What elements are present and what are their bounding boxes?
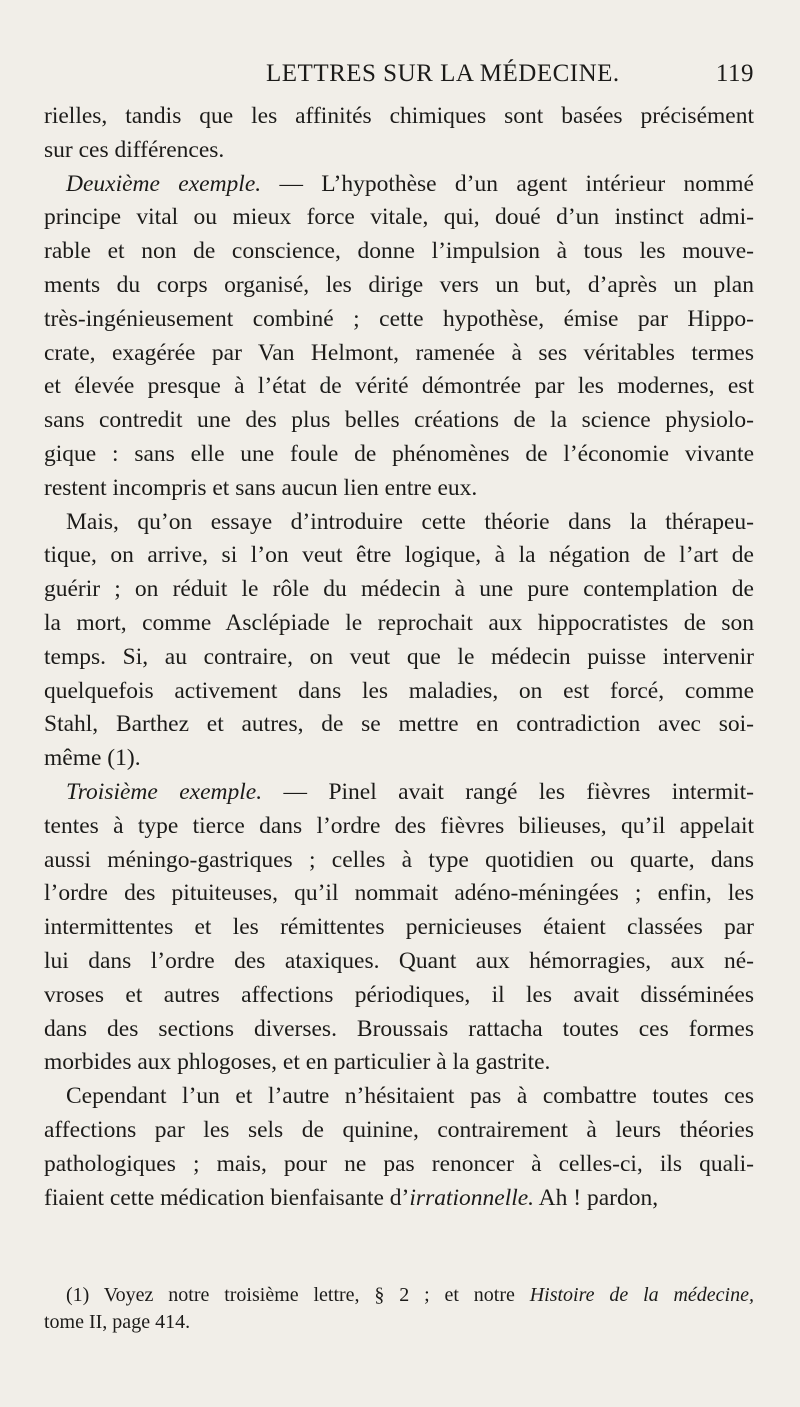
body-line-text: Mais, qu’on essaye d’introduire cette théorie dans la thérapeu- bbox=[66, 508, 754, 535]
body-line bbox=[44, 269, 754, 303]
footnotes bbox=[44, 1282, 754, 1336]
footnote-line bbox=[44, 1282, 754, 1309]
body-text bbox=[44, 100, 754, 1215]
body-line-text: l’ordre des pituiteuses, qu’il nommait adéno-méningées ; enfin, les bbox=[44, 880, 754, 907]
body-line bbox=[44, 337, 754, 371]
body-line bbox=[44, 472, 754, 506]
body-line bbox=[44, 506, 754, 540]
body-line-text: rable et non de conscience, donne l’impulsion à tous les mouve- bbox=[44, 238, 754, 265]
body-line-text: crate, exagérée par Van Helmont, ramenée à ses véritables termes bbox=[44, 339, 754, 366]
page-header bbox=[44, 60, 756, 98]
body-line bbox=[44, 134, 754, 168]
body-line bbox=[44, 641, 754, 675]
body-line-text: gique : sans elle une foule de phénomènes de l’économie vivante bbox=[44, 440, 754, 467]
body-line-text: tique, on arrive, si l’on veut être logique, à la négation de l’art de bbox=[44, 542, 754, 569]
body-line-text: — L’hypothèse d’un agent intérieur nommé bbox=[261, 170, 754, 197]
body-line bbox=[44, 438, 754, 472]
body-line-text: pathologiques ; mais, pour ne pas renoncer à celles-ci, ils quali- bbox=[44, 1150, 754, 1177]
body-line bbox=[44, 1114, 754, 1148]
body-line-text: — Pinel avait rangé les fièvres intermit- bbox=[262, 778, 754, 805]
body-line bbox=[44, 607, 754, 641]
page-number: 119 bbox=[715, 60, 754, 87]
body-line bbox=[44, 911, 754, 945]
body-line bbox=[44, 235, 754, 269]
body-line bbox=[44, 1182, 754, 1216]
body-line bbox=[44, 776, 754, 810]
footnote-line-text: tome II, page 414. bbox=[44, 1311, 191, 1333]
body-line bbox=[44, 810, 754, 844]
body-line bbox=[44, 675, 754, 709]
body-line-text: fiaient cette médication bienfaisante d’ bbox=[44, 1184, 410, 1211]
body-line bbox=[44, 708, 754, 742]
body-line bbox=[44, 1148, 754, 1182]
body-line-text: aussi méningo-gastriques ; celles à type quotidien ou quarte, dans bbox=[44, 846, 754, 873]
body-line-text: lui dans l’ordre des ataxiques. Quant aux hémorragies, aux né- bbox=[44, 947, 754, 974]
body-line-text: Ah ! pardon, bbox=[534, 1184, 659, 1211]
body-line-text: très-ingénieusement combiné ; cette hypothèse, émise par Hippo- bbox=[44, 305, 754, 332]
body-line bbox=[44, 100, 754, 134]
body-line bbox=[44, 573, 754, 607]
body-line bbox=[44, 844, 754, 878]
body-line-text: ments du corps organisé, les dirige vers un but, d’après un plan bbox=[44, 271, 754, 298]
body-line bbox=[44, 742, 754, 776]
body-line-text: affections par les sels de quinine, contrairement à leurs théories bbox=[44, 1116, 754, 1143]
body-line bbox=[44, 979, 754, 1013]
footnote-line bbox=[44, 1309, 754, 1336]
footnote-line-italic-text: Histoire de la médecine, bbox=[529, 1284, 754, 1306]
footnote-line-text: (1) Voyez notre troisième lettre, § 2 ; et notre bbox=[66, 1284, 530, 1306]
body-line bbox=[44, 539, 754, 573]
body-line-text: intermittentes et les rémittentes pernicieuses étaient classées par bbox=[44, 914, 754, 941]
body-line-text: guérir ; on réduit le rôle du médecin à une pure contemplation de bbox=[44, 576, 754, 603]
body-line-text: sans contredit une des plus belles créations de la science physiolo- bbox=[44, 407, 754, 434]
body-line-text: et élevée presque à l’état de vérité démontrée par les modernes, est bbox=[44, 373, 754, 400]
body-line-text: morbides aux phlogoses, et en particulier à la gastrite. bbox=[44, 1049, 551, 1076]
body-line bbox=[44, 201, 754, 235]
body-line-text: rielles, tandis que les affinités chimiques sont basées précisément bbox=[44, 103, 754, 129]
body-line bbox=[44, 945, 754, 979]
body-line-text: vroses et autres affections périodiques, il les avait disséminées bbox=[44, 981, 754, 1008]
body-line bbox=[44, 1046, 754, 1080]
body-line bbox=[44, 1013, 754, 1047]
body-line-text: Stahl, Barthez et autres, de se mettre en contradiction avec soi- bbox=[44, 711, 754, 738]
body-line-text: Cependant l’un et l’autre n’hésitaient pas à combattre toutes ces bbox=[66, 1083, 754, 1110]
body-line bbox=[44, 404, 754, 438]
body-line-text: temps. Si, au contraire, on veut que le médecin puisse intervenir bbox=[44, 643, 754, 670]
body-line-text: dans des sections diverses. Broussais rattacha toutes ces formes bbox=[44, 1015, 754, 1042]
body-line-text: sur ces différences. bbox=[44, 136, 225, 163]
body-line-text: tentes à type tierce dans l’ordre des fièvres bilieuses, qu’il appelait bbox=[44, 812, 754, 839]
body-line-text: restent incompris et sans aucun lien entre eux. bbox=[44, 474, 478, 501]
body-line bbox=[44, 1080, 754, 1114]
running-title: LETTRES SUR LA MÉDECINE. bbox=[266, 60, 620, 87]
body-line bbox=[44, 303, 754, 337]
body-line bbox=[44, 877, 754, 911]
body-line-italic-text: Troisième exemple. bbox=[66, 778, 263, 805]
body-line-text: même (1). bbox=[44, 745, 141, 772]
body-line-text: la mort, comme Asclépiade le reprochait aux hippocratistes de son bbox=[44, 609, 754, 636]
body-line-text: principe vital ou mieux force vitale, qui, doué d’un instinct admi- bbox=[44, 204, 754, 231]
body-line-italic-text: Deuxième exemple. bbox=[66, 170, 262, 197]
body-line-italic-text: irrationnelle. bbox=[409, 1184, 535, 1211]
body-line bbox=[44, 168, 754, 202]
body-line bbox=[44, 370, 754, 404]
body-line-text: quelquefois activement dans les maladies, on est forcé, comme bbox=[44, 677, 754, 704]
